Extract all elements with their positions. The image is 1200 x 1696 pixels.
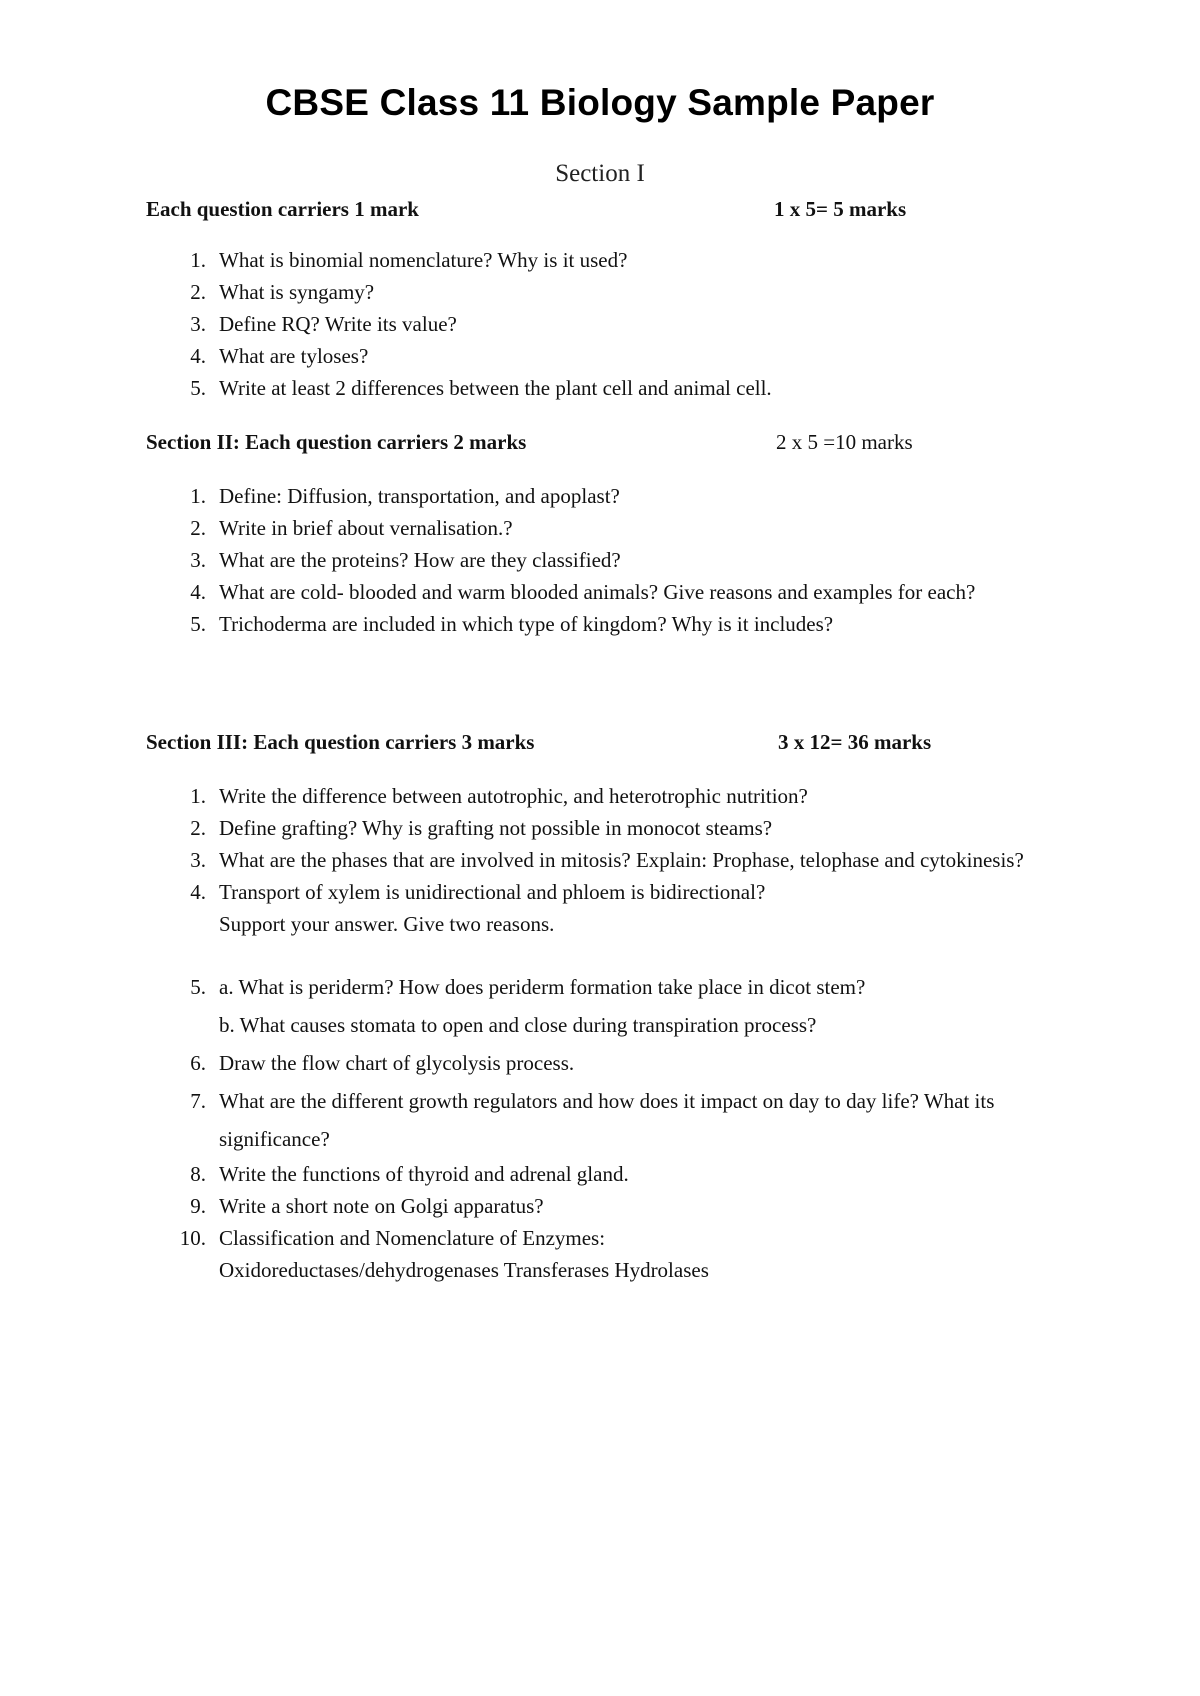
question-text: a. What is periderm? How does periderm formation take place in dicot stem? <box>219 975 866 999</box>
question-text: Trichoderma are included in which type of kingdom? Why is it includes? <box>219 612 834 636</box>
question-text: Transport of xylem is unidirectional and phloem is bidirectional? <box>219 880 766 904</box>
question-text: Classification and Nomenclature of Enzymes: <box>219 1226 606 1250</box>
section-3-marks: 3 x 12= 36 marks <box>778 730 932 754</box>
question-text: What are tyloses? <box>219 344 369 368</box>
question-item: 2 . Write in brief about vernalisation.? <box>146 512 1046 544</box>
question-item: 4 . Transport of xylem is unidirectional and phloem is bidirectional? Support your answer. Give two reasons. <box>146 876 1046 940</box>
question-text: Write the functions of thyroid and adrenal gland. <box>219 1162 629 1186</box>
question-subtext: Oxidoreductases/dehydrogenases Transferases Hydrolases <box>219 1258 709 1282</box>
section-1-heading: Section I <box>555 160 645 187</box>
question-text: Define grafting? Why is grafting not possible in monocot steams? <box>219 816 773 840</box>
question-item: 1 . What is binomial nomenclature? Why is it used? <box>146 244 1046 276</box>
question-item: 7 . What are the different growth regulators and how does it impact on day to day life? What its significance? <box>146 1082 1046 1158</box>
question-item: 6 . Draw the flow chart of glycolysis process. <box>146 1044 1046 1082</box>
question-item: 3 . Define RQ? Write its value? <box>146 308 1046 340</box>
question-item: 9 . Write a short note on Golgi apparatus? <box>146 1190 1046 1222</box>
question-item: 1 . Define: Diffusion, transportation, and apoplast? <box>146 480 1046 512</box>
question-text: What are the different growth regulators and how does it impact on day to day life? What its significance? <box>219 1089 995 1151</box>
section-1-questions <box>146 244 1046 404</box>
section-2-label: Section II: Each question carriers 2 marks <box>146 430 527 454</box>
question-text: What is binomial nomenclature? Why is it used? <box>219 248 628 272</box>
question-item: 5 . Trichoderma are included in which type of kingdom? Why is it includes? <box>146 608 1046 640</box>
section-2-marks: 2 x 5 =10 marks <box>776 430 913 454</box>
question-item: 2 . Define grafting? Why is grafting not possible in monocot steams? <box>146 812 1046 844</box>
question-text: Write at least 2 differences between the plant cell and animal cell. <box>219 376 772 400</box>
question-item: 8 . Write the functions of thyroid and adrenal gland. <box>146 1158 1046 1190</box>
question-item: 1 . Write the difference between autotrophic, and heterotrophic nutrition? <box>146 780 1046 812</box>
question-item: 4 . What are tyloses? <box>146 340 1046 372</box>
question-text: Define: Diffusion, transportation, and apoplast? <box>219 484 620 508</box>
question-item: 4 . What are cold- blooded and warm blooded animals? Give reasons and examples for each? <box>146 576 1046 608</box>
question-text: What is syngamy? <box>219 280 375 304</box>
question-item: 5 . a. What is periderm? How does periderm formation take place in dicot stem? b. What causes stomata to open and close during transpiration process? <box>146 968 1046 1044</box>
question-text: Write a short note on Golgi apparatus? <box>219 1194 544 1218</box>
question-text: Draw the flow chart of glycolysis process. <box>219 1051 575 1075</box>
question-item: 5 . Write at least 2 differences between the plant cell and animal cell. <box>146 372 1046 404</box>
question-text: What are the proteins? How are they classified? <box>219 548 621 572</box>
question-item: 3 . What are the phases that are involved in mitosis? Explain: Prophase, telophase and cytokinesis? <box>146 844 1046 876</box>
section-1-label: Each question carriers 1 mark <box>146 197 419 221</box>
section-1-marks: 1 x 5= 5 marks <box>774 197 907 221</box>
question-item: 10 . Classification and Nomenclature of Enzymes: Oxidoreductases/dehydrogenases Transferases Hydrolases <box>146 1222 1046 1286</box>
question-text: What are cold- blooded and warm blooded animals? Give reasons and examples for each? <box>219 580 976 604</box>
question-subtext: b. What causes stomata to open and close during transpiration process? <box>219 1013 817 1037</box>
question-item: 2 . What is syngamy? <box>146 276 1046 308</box>
section-2-questions <box>146 480 1046 640</box>
question-text: Write the difference between autotrophic, and heterotrophic nutrition? <box>219 784 808 808</box>
question-subtext: Support your answer. Give two reasons. <box>219 912 555 936</box>
question-text: Write in brief about vernalisation.? <box>219 516 513 540</box>
section-3-label: Section III: Each question carriers 3 marks <box>146 730 535 754</box>
section-3-questions <box>146 780 1046 1286</box>
page-title: CBSE Class 11 Biology Sample Paper <box>265 82 935 123</box>
question-item: 3 . What are the proteins? How are they classified? <box>146 544 1046 576</box>
question-text: Define RQ? Write its value? <box>219 312 457 336</box>
question-text: What are the phases that are involved in mitosis? Explain: Prophase, telophase and cytokinesis? <box>219 848 1024 872</box>
